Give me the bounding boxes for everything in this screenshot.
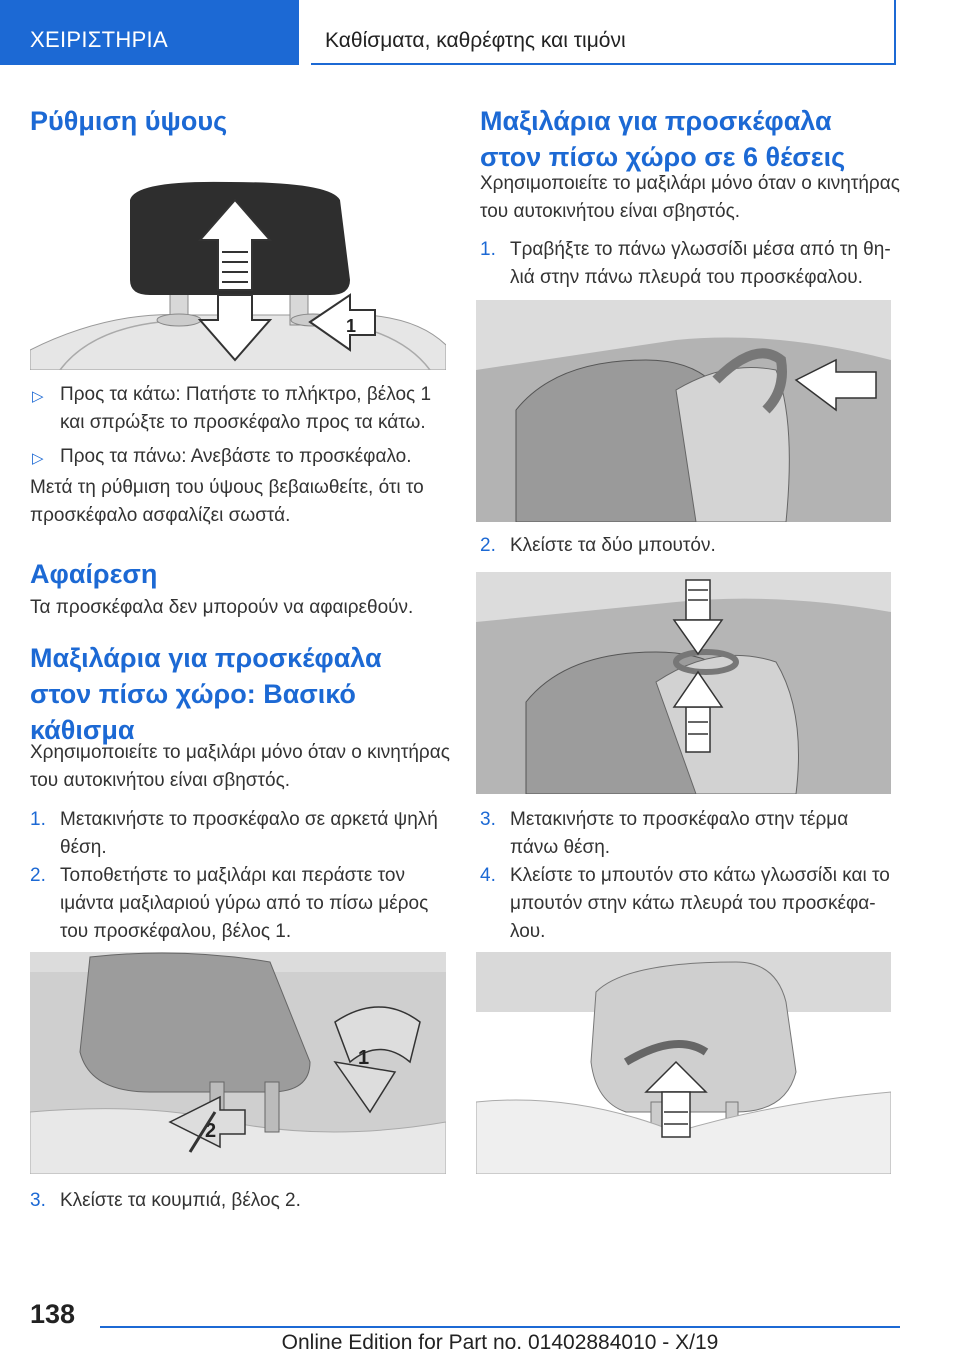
step-number: 3.	[480, 809, 496, 830]
basic-step-1	[30, 806, 450, 862]
lower-button-illustration	[476, 952, 891, 1174]
height-adjust-heading: Ρύθμιση ύψους	[30, 106, 228, 136]
six-step-4	[480, 862, 900, 946]
step-number: 1.	[30, 809, 46, 830]
step-number: 2.	[480, 535, 496, 556]
step-number: 2.	[30, 865, 46, 886]
basic-seat-heading: Μαξιλάρια για προσκέφαλα στον πίσω χώρο: Βασικό κάθισμα	[30, 643, 382, 745]
six-position-intro: Χρησιμοποιείτε το μαξιλάρι μόνο όταν ο κινητήρας του αυτοκινήτου είναι σβηστός.	[480, 173, 900, 222]
step-text: Τραβήξτε το πάνω γλωσσίδι μέσα από τη θηλιά στην πάνω πλευρά του προσκέφαλου.	[510, 239, 891, 288]
section-tab	[0, 0, 299, 65]
basic-step-3	[30, 1187, 450, 1215]
six-step-3	[480, 806, 900, 862]
close-buttons-illustration	[476, 572, 891, 794]
basic-seat-intro: Χρησιμοποιείτε το μαξιλάρι μόνο όταν ο κινητήρας του αυτοκινήτου είναι σβηστός.	[30, 742, 450, 791]
step-text: Κλείστε το μπουτόν στο κάτω γλωσσίδι και το μπουτόν στην κάτω πλευρά του προσκέφαλου.	[510, 865, 890, 942]
six-step-2	[480, 532, 900, 560]
triangle-bullet-icon: ▷	[32, 450, 44, 467]
step-text: Μετακινήστε το προσκέφαλο σε αρκετά ψηλή θέση.	[60, 809, 438, 858]
height-arrow-label: 1	[346, 316, 357, 336]
section-title: ΧΕΙΡΙΣΤΗΡΙΑ	[30, 27, 168, 52]
step-number: 3.	[30, 1190, 46, 1211]
pull-tab-illustration	[476, 300, 891, 522]
cushion-arrow-label-2: 2	[205, 1120, 217, 1142]
six-step-1	[480, 236, 900, 292]
step-text: Τοποθετήστε το μαξιλάρι και περάστε τον ιμάντα μαξιλαριού γύρω από το πίσω μέρος του προσκέφαλου, βέλος 1.	[60, 865, 429, 942]
height-bullet-text: Προς τα κάτω: Πατήστε το πλήκτρο, βέλος 1 και σπρώξτε το προσκέφαλο προς τα κάτω.	[60, 384, 432, 433]
step-text: Κλείστε τα κουμπιά, βέλος 2.	[60, 1190, 301, 1211]
step-text: Μετακινήστε το προσκέφαλο στην τέρμα πάνω θέση.	[510, 809, 849, 858]
chapter-header	[311, 0, 896, 65]
page-number: 138	[30, 1299, 76, 1329]
height-bullet-1	[30, 381, 450, 437]
basic-step-2	[30, 862, 450, 946]
chapter-title: Καθίσματα, καθρέφτης και τιμόνι	[325, 29, 626, 52]
height-bullet-2	[30, 443, 450, 471]
cushion-arrow-label-1: 1	[358, 1047, 370, 1069]
edition-footer: Online Edition for Part no. 01402884010 - X/19	[281, 1331, 719, 1354]
step-text: Κλείστε τα δύο μπουτόν.	[510, 535, 716, 556]
removal-heading: Αφαίρεση	[30, 559, 158, 589]
footer-divider	[100, 1326, 900, 1328]
step-number: 4.	[480, 865, 496, 886]
six-position-heading: Μαξιλάρια για προσκέφαλα στον πίσω χώρο σε 6 θέσεις	[480, 106, 846, 172]
headrest-height-illustration	[30, 170, 446, 370]
height-bullet-text: Προς τα πάνω: Ανεβάστε το προσκέφαλο.	[60, 446, 412, 467]
basic-cushion-illustration	[30, 952, 446, 1174]
height-note: Μετά τη ρύθμιση του ύψους βεβαιωθείτε, ότι το προσκέφαλο ασφαλίζει σωστά.	[30, 477, 424, 526]
step-number: 1.	[480, 239, 496, 260]
triangle-bullet-icon: ▷	[32, 388, 44, 405]
removal-text: Τα προσκέφαλα δεν μπορούν να αφαιρεθούν.	[30, 597, 414, 618]
